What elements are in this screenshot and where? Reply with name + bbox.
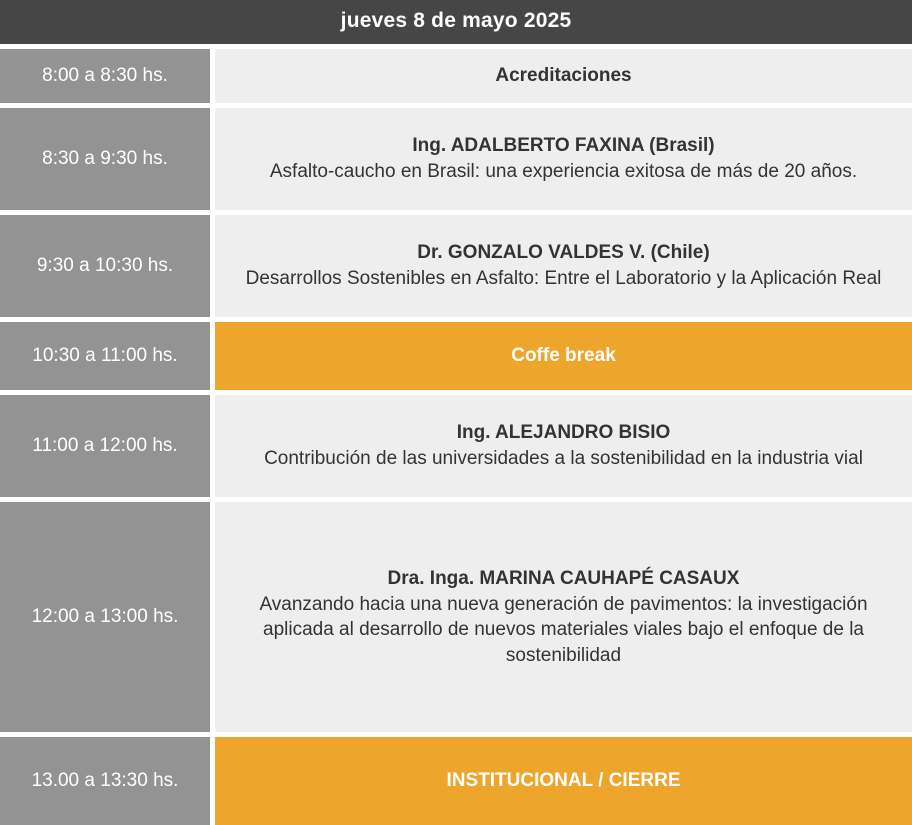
table-row <box>0 395 912 497</box>
row-description <box>215 737 912 825</box>
row-speaker: Ing. ADALBERTO FAXINA (Brasil) <box>412 135 715 157</box>
row-speaker: Dr. GONZALO VALDES V. (Chile) <box>417 242 710 264</box>
row-title: INSTITUCIONAL / CIERRE <box>446 769 681 791</box>
table-row <box>0 215 912 317</box>
row-speaker: Dra. Inga. MARINA CAUHAPÉ CASAUX <box>387 567 740 589</box>
table-row <box>0 49 912 103</box>
row-description <box>215 215 912 317</box>
row-topic: Desarrollos Sostenibles en Asfalto: Entre el Laboratorio y la Aplicación Real <box>245 268 882 290</box>
row-description <box>215 49 912 103</box>
row-title: Coffe break <box>511 344 616 366</box>
row-time: 8:30 a 9:30 hs. <box>0 108 210 210</box>
row-description <box>215 395 912 497</box>
row-time: 10:30 a 11:00 hs. <box>0 322 210 390</box>
row-time: 11:00 a 12:00 hs. <box>0 395 210 497</box>
table-row <box>0 502 912 732</box>
row-time: 9:30 a 10:30 hs. <box>0 215 210 317</box>
row-topic: Contribución de las universidades a la sostenibilidad en la industria vial <box>264 448 863 470</box>
row-topic: Asfalto-caucho en Brasil: una experiencia exitosa de más de 20 años. <box>269 161 858 183</box>
row-speaker: Ing. ALEJANDRO BISIO <box>456 422 671 444</box>
row-time: 13.00 a 13:30 hs. <box>0 737 210 825</box>
table-row <box>0 322 912 390</box>
row-time: 8:00 a 8:30 hs. <box>0 49 210 103</box>
row-description <box>215 108 912 210</box>
row-description <box>215 502 912 732</box>
table-row <box>0 737 912 825</box>
row-topic: Avanzando hacia una nueva generación de pavimentos: la investigación aplicada al desarrollo de nuevos materiales viales bajo el enfoque de la sostenibilidad <box>259 593 868 666</box>
table-row <box>0 108 912 210</box>
row-description <box>215 322 912 390</box>
row-title: Acreditaciones <box>495 64 632 86</box>
row-time: 12:00 a 13:00 hs. <box>0 502 210 732</box>
schedule-header: jueves 8 de mayo 2025 <box>0 0 912 44</box>
